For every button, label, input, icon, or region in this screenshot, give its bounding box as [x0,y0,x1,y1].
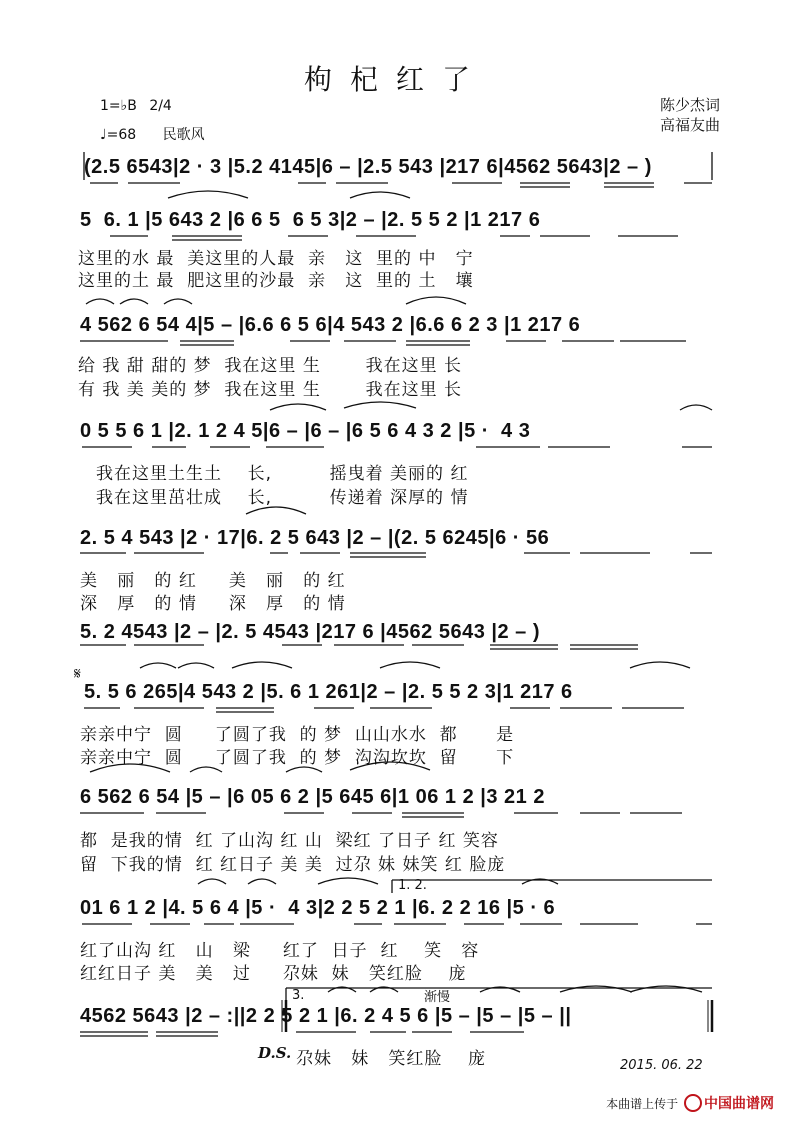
lyric-row-8-verse-2: 留 下我的情 红 红日子 美 美 过尕 妹 妹笑 红 脸庞 [80,855,506,875]
key-signature [100,98,172,114]
lyric-row-8-verse-1: 都 是我的情 红 了山沟 红 山 梁红 了日子 红 笑容 [80,831,499,851]
volta-1-2-label: 1. 2. [398,878,427,893]
footer-text: 本曲谱上传于 [606,1097,679,1111]
notation-row-4: 0 5 5 6 1 |2. 1 2 4 5|6 – |6 – |6 5 6 4 3 2 |5 · 4 3 [80,420,531,442]
volta-3-label: 3. [292,988,305,1003]
notation-row-3: 4 562 6 54 4|5 – |6.6 6 5 6|4 543 2 |6.6 6 2 3 |1 217 6 [80,314,581,336]
tempo-change-mark: 渐慢 [424,990,451,1005]
ds-mark: D.S. [258,1044,292,1062]
lyric-row-4-verse-2: 我在这里茁壮成 长, 传递着 深厚的 情 [96,488,469,508]
page-title: 枸杞红了 [303,63,488,96]
lyric-row-4-verse-1: 我在这里土生土 长, 摇曳着 美丽的 红 [96,464,469,484]
notation-row-9: 01 6 1 2 |4. 5 6 4 |5 · 4 3|2 2 5 2 1 |6. 2 2 16 |5 · 6 [80,897,556,919]
key-label: 1=♭B [100,98,137,114]
notation-row-10: 4562 5643 |2 – :||2 2 5 2 1 |6. 2 4 5 6 |5 – |5 – |5 – || [80,1005,572,1027]
notation-row-2: 5 6. 1 |5 643 2 |6 6 5 6 5 3|2 – |2. 5 5 2 |1 217 6 [80,209,541,231]
lyric-row-3-verse-2: 有 我 美 美的 梦 我在这里 生 我在这里 长 [78,380,463,400]
time-signature: 2/4 [149,98,172,114]
segno-mark: 𝄋 [74,664,81,683]
lyric-row-7-verse-2: 亲亲中宁 圆 了圆了我 的 梦 沟沟坎坎 留 下 [80,748,515,768]
notation-row-1: (2.5 6543|2 · 3 |5.2 4145|6 – |2.5 543 |217 6|4562 5643|2 – ) [84,156,652,178]
style-mark: 民歌风 [162,127,205,143]
lyricist: 陈少杰词 [659,96,720,114]
notation-row-7: 5. 5 6 265|4 543 2 |5. 6 1 261|2 – |2. 5 5 2 3|1 217 6 [84,681,573,703]
lyric-row-3-verse-1: 给 我 甜 甜的 梦 我在这里 生 我在这里 长 [78,356,463,376]
notation-row-6: 5. 2 4543 |2 – |2. 5 4543 |217 6 |4562 5643 |2 – ) [80,621,540,643]
credits [660,95,720,135]
lyric-row-5-verse-2: 深 厚 的 情 深 厚 的 情 [80,594,346,614]
date-stamp: 2015. 06. 22 [620,1058,703,1073]
tempo-mark: ♩=68 [100,127,137,143]
notation-row-5: 2. 5 4 543 |2 · 17|6. 2 5 643 |2 – |(2. 5 6245|6 · 56 [80,527,550,549]
lyric-row-9-verse-1: 红了山沟 红 山 梁 红了 日子 红 笑 容 [80,941,480,961]
notation-row-8: 6 562 6 54 |5 – |6 05 6 2 |5 645 6|1 06 1 2 |3 21 2 [80,786,545,808]
lyric-row-2-verse-1: 这里的水 最 美这里的人最 亲 这 里的 中 宁 [78,249,474,269]
lyric-row-9-verse-2: 红红日子 美 美 过 尕妹 妹 笑红脸 庞 [80,964,467,984]
lyric-row-10: 尕妹 妹 笑红脸 庞 [296,1049,487,1069]
lyric-row-7-verse-1: 亲亲中宁 圆 了圆了我 的 梦 山山水水 都 是 [80,725,515,745]
footer-site: 中国曲谱网 [704,1096,774,1112]
tempo-line [100,124,205,144]
composer: 高福友曲 [659,116,720,134]
footer [606,1093,774,1113]
lyric-row-5-verse-1: 美 丽 的 红 美 丽 的 红 [80,571,346,591]
site-logo-icon [684,1094,702,1112]
lyric-row-2-verse-2: 这里的土 最 肥这里的沙最 亲 这 里的 土 壤 [78,271,474,291]
